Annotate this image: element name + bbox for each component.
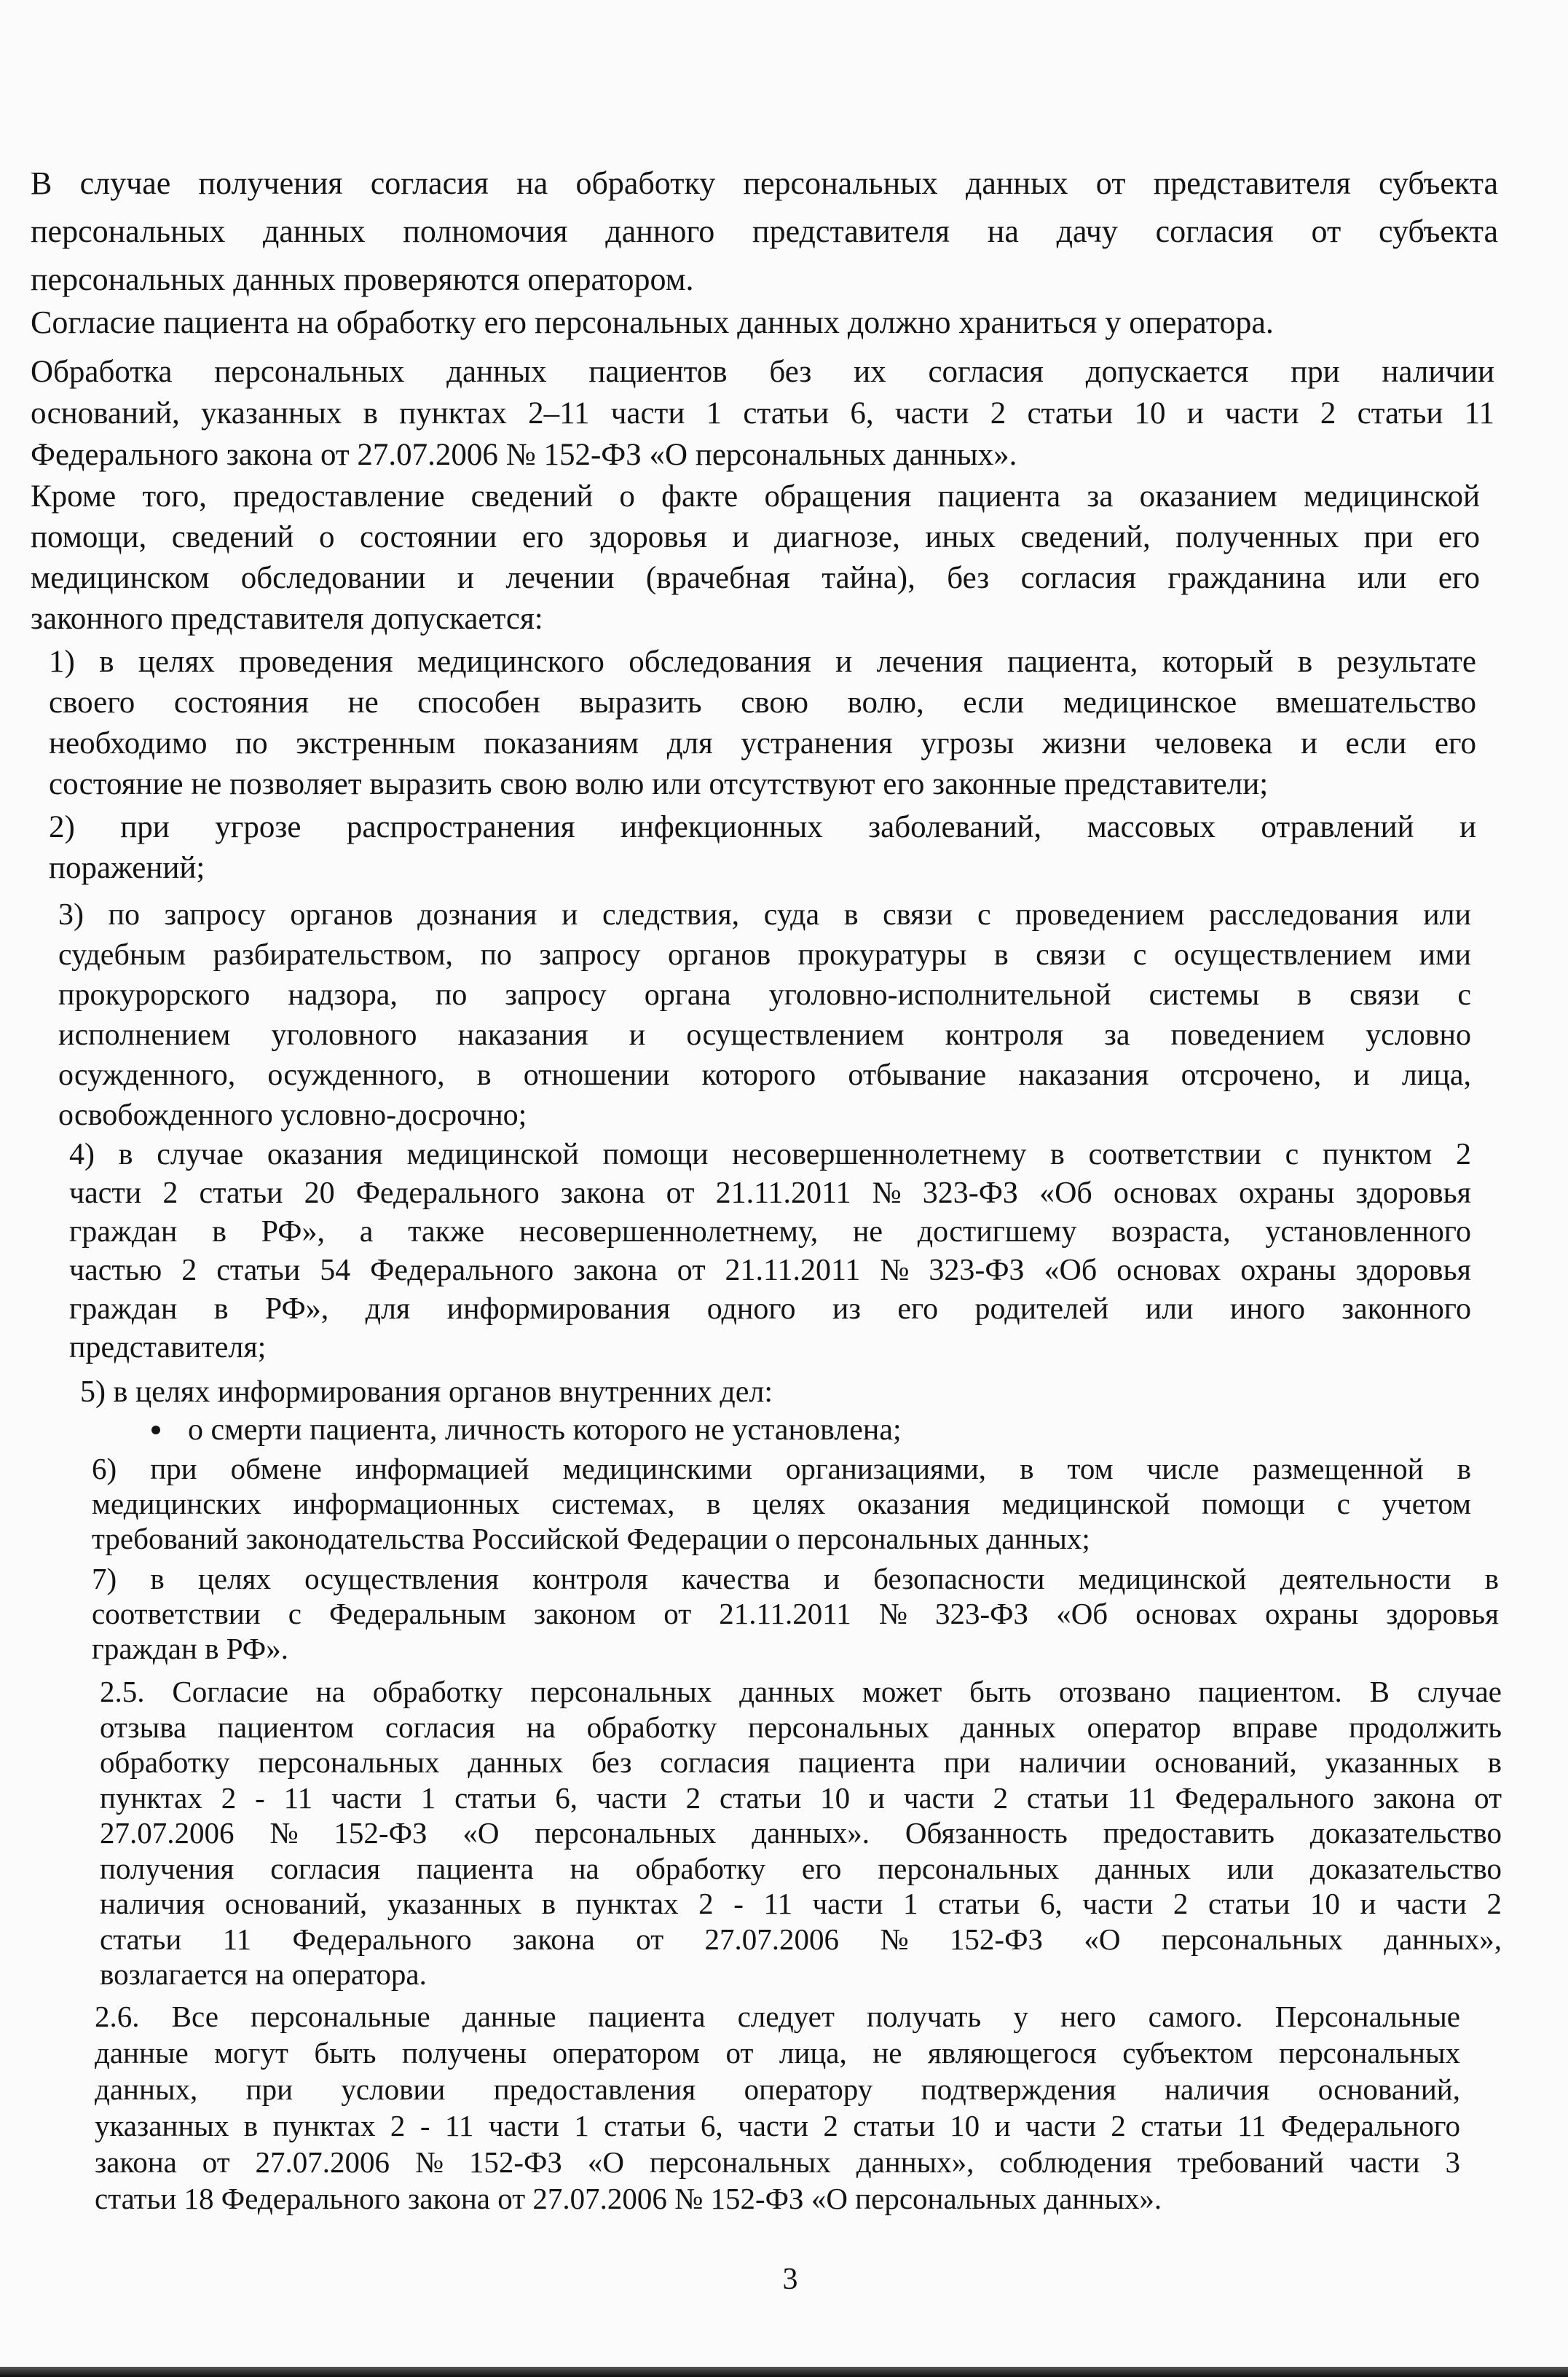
section-2-6 (95, 1998, 1460, 2217)
bullet-text: о смерти пациента, личность которого не установлена; (188, 1413, 902, 1447)
text-line: получения согласия пациента на обработку его персональных данных или доказательство (100, 1851, 1502, 1885)
paragraph-representative-consent (31, 160, 1498, 304)
text-line: Согласие пациента на обработку его персональных данных должно храниться у оператора. (31, 305, 1274, 340)
text-line: судебным разбирательством, по запросу органов прокуратуры в связи с осуществлением ими (58, 938, 1471, 972)
text-line: наличия оснований, указанных в пунктах 2 - 11 части 1 статьи 6, части 2 статьи 10 и части 2 (100, 1887, 1502, 1920)
paragraph-medical-secrecy (31, 476, 1480, 640)
section-2-5 (100, 1674, 1502, 1992)
text-line: медицинских информационных системах, в целях оказания медицинской помощи с учетом (92, 1487, 1471, 1520)
text-line: освобожденного условно-досрочно; (58, 1099, 527, 1132)
bullet-icon (151, 1426, 160, 1434)
list-item-2 (49, 807, 1476, 889)
text-line: прокурорского надзора, по запросу органа уголовно-исполнительной системы в связи с (58, 978, 1471, 1012)
text-line: В случае получения согласия на обработку персональных данных от представителя субъекта (31, 165, 1498, 201)
page-number: 3 (782, 2263, 798, 2296)
text-line: 6) при обмене информацией медицинскими организациями, в том числе размещенной в (92, 1452, 1471, 1485)
text-line: поражений; (49, 851, 205, 885)
text-line: частью 2 статьи 54 Федерального закона от 21.11.2011 № 323-ФЗ «Об основах охраны здоровья (69, 1254, 1471, 1287)
text-line: отзыва пациентом согласия на обработку персональных данных оператор вправе продолжить (100, 1710, 1502, 1744)
text-line: 7) в целях осуществления контроля качества и безопасности медицинской деятельности в (92, 1562, 1499, 1595)
scan-edge (0, 2367, 1568, 2377)
text-line: персональных данных проверяются оператором. (31, 262, 694, 297)
text-line: 2.5. Согласие на обработку персональных данных может быть отозвано пациентом. В случае (100, 1675, 1502, 1708)
text-line: 4) в случае оказания медицинской помощи несовершеннолетнему в соответствии с пунктом 2 (69, 1138, 1471, 1171)
text-line: указанных в пунктах 2 - 11 части 1 статьи 6, части 2 статьи 10 и части 2 статьи 11 Федерального (95, 2109, 1460, 2142)
paragraph-processing-without-consent (31, 351, 1494, 476)
text-line: 1) в целях проведения медицинского обследования и лечения пациента, который в результате (49, 645, 1476, 679)
text-line: соответствии с Федеральным законом от 21.11.2011 № 323-ФЗ «Об основах охраны здоровья (92, 1597, 1499, 1630)
text-line: 27.07.2006 № 152-ФЗ «О персональных данных». Обязанность предоставить доказательство (100, 1816, 1502, 1850)
paragraph-consent-storage (31, 300, 1414, 345)
text-line: статьи 11 Федерального закона от 27.07.2006 № 152-ФЗ «О персональных данных», (100, 1922, 1502, 1956)
text-line: части 2 статьи 20 Федерального закона от 21.11.2011 № 323-ФЗ «Об основах охраны здоровья (69, 1176, 1471, 1210)
text-line: исполнением уголовного наказания и осуществлением контроля за поведением условно (58, 1018, 1471, 1052)
text-line: данных, при условии предоставления оператору подтверждения наличия оснований, (95, 2072, 1460, 2106)
list-item-5 (80, 1373, 1173, 1411)
list-item-1 (49, 642, 1476, 805)
text-line: требований законодательства Российской Федерации о персональных данных; (92, 1522, 1090, 1555)
text-line: медицинском обследовании и лечении (врачебная тайна), без согласия гражданина или его (31, 561, 1480, 595)
text-line: Федерального закона от 27.07.2006 № 152-ФЗ «О персональных данных». (31, 438, 1017, 472)
list-item-6 (92, 1451, 1471, 1556)
text-line: своего состояния не способен выразить свою волю, если медицинское вмешательство (49, 685, 1476, 720)
text-line: закона от 27.07.2006 № 152-ФЗ «О персональных данных», соблюдения требований части 3 (95, 2145, 1460, 2179)
text-line: состояние не позволяет выразить свою волю или отсутствуют его законные представители; (49, 767, 1269, 801)
text-line: статьи 18 Федерального закона от 27.07.2006 № 152-ФЗ «О персональных данных». (95, 2182, 1162, 2215)
text-line: обработку персональных данных без согласия пациента при наличии оснований, указанных в (100, 1745, 1502, 1779)
text-line: представителя; (69, 1331, 267, 1364)
text-line: 3) по запросу органов дознания и следствия, суда в связи с проведением расследования или (58, 898, 1471, 932)
text-line: законного представителя допускается: (31, 602, 543, 636)
text-line: необходимо по экстренным показаниям для устранения угрозы жизни человека и если его (49, 726, 1476, 761)
list-item-3 (58, 895, 1471, 1136)
text-line: оснований, указанных в пунктах 2–11 части 1 статьи 6, части 2 статьи 10 и части 2 статьи 11 (31, 396, 1494, 431)
text-line: Кроме того, предоставление сведений о факте обращения пациента за оказанием медицинской (31, 479, 1480, 514)
text-line: осужденного, осужденного, в отношении которого отбывание наказания отсрочено, и лица, (58, 1058, 1471, 1092)
text-line: возлагается на оператора. (100, 1957, 427, 1991)
text-line: Обработка персональных данных пациентов без их согласия допускается при наличии (31, 355, 1494, 389)
list-item-7 (92, 1561, 1499, 1666)
text-line: 2) при угрозе распространения инфекционных заболеваний, массовых отравлений и (49, 810, 1476, 844)
text-line: данные могут быть получены оператором от лица, не являющегося субъектом персональных (95, 2036, 1460, 2070)
text-line: персональных данных полномочия данного представителя на дачу согласия от субъекта (31, 213, 1498, 249)
text-line: 2.6. Все персональные данные пациента следует получать у него самого. Персональные (95, 2000, 1460, 2033)
text-line: помощи, сведений о состоянии его здоровья и диагнозе, иных сведений, полученных при его (31, 520, 1480, 554)
bullet-item (153, 1411, 1245, 1449)
text-line: граждан в РФ». (92, 1632, 288, 1665)
text-line: 5) в целях информирования органов внутренних дел: (80, 1375, 773, 1409)
text-line: граждан в РФ», для информирования одного из его родителей или иного законного (69, 1292, 1471, 1326)
text-line: пунктах 2 - 11 части 1 статьи 6, части 2 статьи 10 и части 2 статьи 11 Федерального закона от (100, 1780, 1502, 1815)
text-line: граждан в РФ», а также несовершеннолетнему, не достигшему возраста, установленного (69, 1215, 1471, 1249)
list-item-4 (69, 1136, 1471, 1367)
